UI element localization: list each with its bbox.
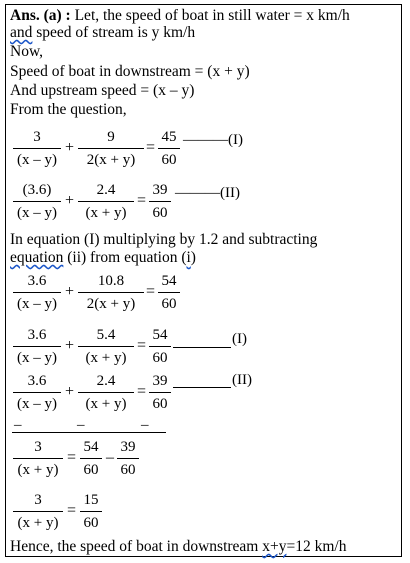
fraction <box>13 324 61 370</box>
denominator: 2(x + y) <box>86 296 136 312</box>
equals-sign: = <box>146 283 156 300</box>
numerator: 39 <box>120 439 136 455</box>
fraction <box>13 270 61 316</box>
subtract-text: (ii) from equation ( <box>63 249 187 266</box>
numerator: 3.6 <box>27 327 47 343</box>
equals-sign: = <box>137 192 147 209</box>
line-answer-intro <box>10 7 350 24</box>
numerator: 2.4 <box>96 373 116 389</box>
denominator: 60 <box>152 350 168 366</box>
fraction <box>13 126 61 172</box>
and-word: and <box>10 24 33 41</box>
denominator: 60 <box>161 296 177 312</box>
denominator: (x – y) <box>17 205 57 221</box>
equals-sign: = <box>67 449 77 466</box>
closing-paren: ) <box>190 249 196 266</box>
fraction <box>13 179 61 225</box>
line-upstream-speed: And upstream speed = (x – y) <box>10 82 195 99</box>
fraction <box>78 179 134 225</box>
equals-sign: = <box>67 502 77 519</box>
numerator: 15 <box>83 492 99 508</box>
tag-rule <box>173 347 231 348</box>
numerator: 54 <box>83 439 99 455</box>
numerator: 45 <box>161 129 177 145</box>
minus-operator: – <box>106 449 114 466</box>
numerator: 9 <box>107 129 115 145</box>
denominator: 60 <box>83 462 99 478</box>
numerator: 39 <box>152 373 168 389</box>
denominator: (x + y) <box>85 396 127 412</box>
fraction <box>149 179 171 225</box>
line-now: Now, <box>10 43 44 60</box>
minus-sign: – <box>77 417 85 433</box>
i-letter: i <box>186 249 191 266</box>
numerator: 3 <box>34 492 42 508</box>
equation-tag: (II) <box>232 372 252 388</box>
denominator: (x – y) <box>17 350 57 366</box>
numerator: 3 <box>34 439 42 455</box>
line-from-question: From the question, <box>10 101 127 118</box>
fraction <box>13 436 63 482</box>
equation-word: equation <box>10 249 64 266</box>
numerator: 3.6 <box>27 373 47 389</box>
line-downstream-speed: Speed of boat in downstream = (x + y) <box>10 63 250 80</box>
denominator: 60 <box>120 462 136 478</box>
denominator: 60 <box>152 205 168 221</box>
denominator: 60 <box>152 396 168 412</box>
equals-sign: = <box>137 383 147 400</box>
fraction <box>158 270 180 316</box>
answer-label: Ans. (a) : <box>10 7 71 24</box>
x-plus-y: x+y <box>262 538 287 555</box>
fraction <box>158 126 180 172</box>
plus-sign: + <box>65 283 75 300</box>
fraction <box>80 436 102 482</box>
numerator: (3.6) <box>22 182 52 198</box>
equation-tag: (I) <box>232 331 247 347</box>
fraction <box>78 324 134 370</box>
conclusion-text: Hence, the speed of boat in downstream <box>10 538 263 555</box>
numerator: 3.6 <box>27 273 47 289</box>
line-stream-speed <box>10 24 195 41</box>
tag-rule <box>173 387 231 388</box>
stream-speed-text: speed of stream is y km/h <box>32 24 196 41</box>
numerator: 54 <box>152 327 168 343</box>
line-subtracting <box>10 249 196 266</box>
numerator: 5.4 <box>96 327 116 343</box>
numerator: 3 <box>33 129 41 145</box>
fraction <box>13 489 63 535</box>
denominator: (x – y) <box>17 396 57 412</box>
subtraction-rule <box>12 432 166 433</box>
fraction <box>78 270 144 316</box>
denominator: (x – y) <box>17 296 57 312</box>
numerator: 10.8 <box>97 273 125 289</box>
minus-sign: – <box>141 417 149 433</box>
equation-tag: ———(II) <box>175 185 240 201</box>
line-multiplying: In equation (I) multiplying by 1.2 and subtracting <box>10 231 318 248</box>
denominator: 60 <box>83 515 99 531</box>
fraction <box>78 370 134 416</box>
numerator: 54 <box>161 273 177 289</box>
fraction <box>149 370 171 416</box>
denominator: 60 <box>161 152 177 168</box>
denominator: (x + y) <box>17 462 59 478</box>
answer-intro-text: Let, the speed of boat in still water = x km/h <box>70 7 350 24</box>
fraction <box>117 436 139 482</box>
plus-sign: + <box>65 383 75 400</box>
plus-sign: + <box>65 139 75 156</box>
denominator: 2(x + y) <box>86 152 136 168</box>
equals-sign: = <box>137 337 147 354</box>
denominator: (x + y) <box>17 515 59 531</box>
numerator: 2.4 <box>96 182 116 198</box>
fraction <box>149 324 171 370</box>
fraction <box>80 489 102 535</box>
minus-sign: – <box>14 417 22 433</box>
plus-sign: + <box>65 337 75 354</box>
equals-sign: = <box>146 139 156 156</box>
fraction <box>13 370 61 416</box>
denominator: (x – y) <box>17 152 57 168</box>
equation-tag: ———(I) <box>183 132 243 148</box>
denominator: (x + y) <box>85 205 127 221</box>
numerator: 39 <box>152 182 168 198</box>
denominator: (x + y) <box>85 350 127 366</box>
plus-sign: + <box>65 192 75 209</box>
fraction <box>78 126 144 172</box>
line-conclusion <box>10 538 346 555</box>
conclusion-value: =12 km/h <box>286 538 347 555</box>
